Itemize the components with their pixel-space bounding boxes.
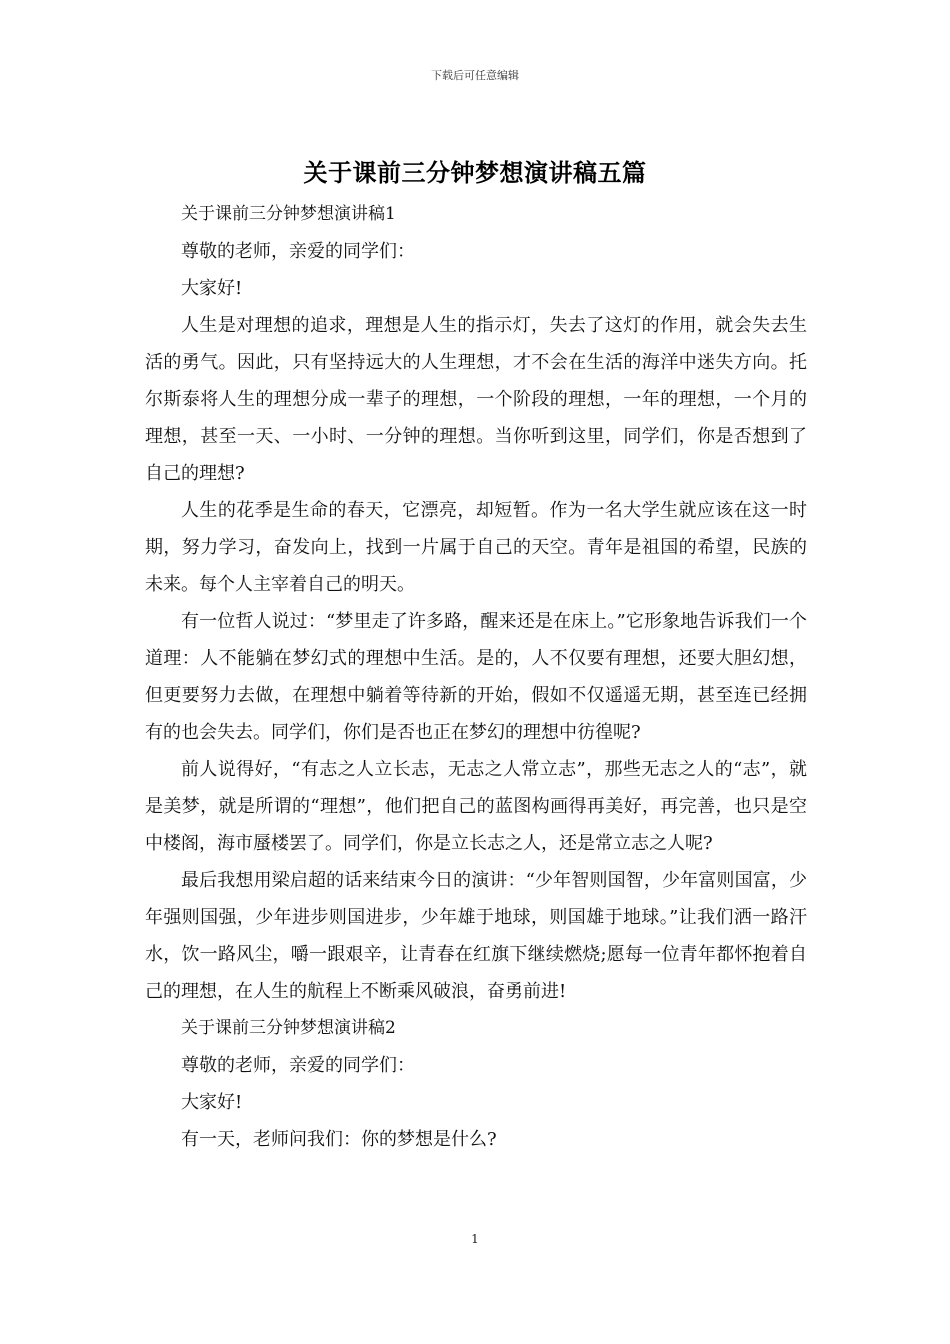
document-body bbox=[145, 196, 807, 1158]
paragraph: 人生是对理想的追求，理想是人生的指示灯，失去了这灯的作用，就会失去生活的勇气。因此，只有坚持远大的人生理想，才不会在生活的海洋中迷失方向。托尔斯泰将人生的理想分成一辈子的理想，一个阶段的理想，一年的理想，一个月的理想，甚至一天、一小时、一分钟的理想。当你听到这里，同学们，你是否想到了自己的理想? bbox=[145, 315, 807, 484]
paragraph: 最后我想用梁启超的话来结束今日的演讲：“少年智则国智，少年富则国富，少年强则国强，少年进步则国进步，少年雄于地球，则国雄于地球。”让我们洒一路汗水，饮一路风尘，嚼一跟艰辛，让青春在红旗下继续燃烧;愿每一位青年都怀抱着自己的理想，在人生的航程上不断乘风破浪，奋勇前进! bbox=[145, 870, 807, 1002]
greeting: 大家好! bbox=[181, 1092, 243, 1113]
greeting: 大家好! bbox=[181, 278, 243, 299]
page-number: 1 bbox=[471, 1232, 479, 1246]
paragraph: 前人说得好，“有志之人立长志，无志之人常立志”，那些无志之人的“志”，就是美梦，就是所谓的“理想”，他们把自己的蓝图构画得再美好，再完善，也只是空中楼阁，海市蜃楼罢了。同学们，你是立长志之人，还是常立志之人呢? bbox=[145, 759, 807, 854]
salutation: 尊敬的老师，亲爱的同学们： bbox=[181, 241, 415, 262]
page-header: 下载后可任意编辑 bbox=[431, 69, 519, 82]
speech-heading-2: 关于课前三分钟梦想演讲稿2 bbox=[181, 1018, 396, 1038]
paragraph: 有一位哲人说过：“梦里走了许多路，醒来还是在床上。”它形象地告诉我们一个道理：人不能躺在梦幻式的理想中生活。是的，人不仅要有理想，还要大胆幻想，但更要努力去做，在理想中躺着等待新的开始，假如不仅遥遥无期，甚至连已经拥有的也会失去。同学们，你们是否也正在梦幻的理想中彷徨呢? bbox=[145, 611, 807, 743]
paragraph: 有一天，老师问我们：你的梦想是什么? bbox=[181, 1129, 497, 1150]
document-title: 关于课前三分钟梦想演讲稿五篇 bbox=[303, 158, 647, 187]
speech-heading-1: 关于课前三分钟梦想演讲稿1 bbox=[181, 204, 396, 224]
paragraph: 人生的花季是生命的春天，它漂亮，却短暂。作为一名大学生就应该在这一时期，努力学习，奋发向上，找到一片属于自己的天空。青年是祖国的希望，民族的未来。每个人主宰着自己的明天。 bbox=[145, 500, 807, 595]
salutation: 尊敬的老师，亲爱的同学们： bbox=[181, 1055, 415, 1076]
